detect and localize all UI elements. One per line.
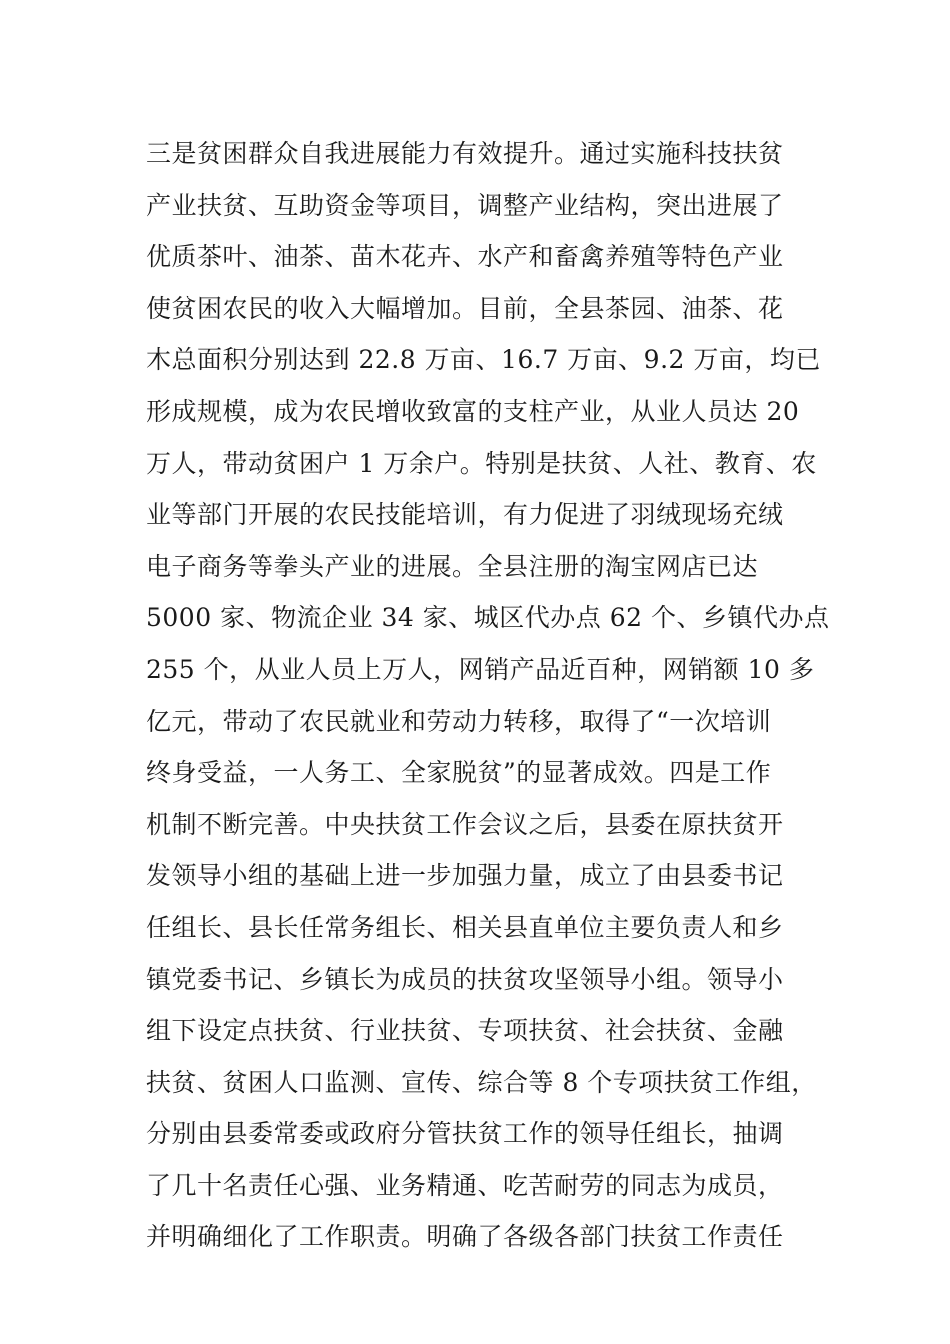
text-line: 任组长、县长任常务组长、相关县直单位主要负责人和乡 [146,912,784,942]
text-line: 5000 家、物流企业 34 家、城区代办点 62 个、乡镇代办点 [146,603,830,633]
text-line: 并明确细化了工作职责。明确了各级各部门扶贫工作责任 [146,1222,784,1252]
text-line: 使贫困农民的收入大幅增加。目前，全县茶园、油茶、花 [146,293,784,323]
text-line: 组下设定点扶贫、行业扶贫、专项扶贫、社会扶贫、金融 [146,1016,784,1046]
text-line: 扶贫、贫困人口监测、宣传、综合等 8 个专项扶贫工作组， [146,1067,817,1097]
text-line: 发领导小组的基础上进一步加强力量，成立了由县委书记 [146,861,784,891]
text-line: 亿元，带动了农民就业和劳动力转移，取得了“一次培训 [146,706,772,736]
text-line: 三是贫困群众自我进展能力有效提升。通过实施科技扶贫 [146,139,784,168]
body-text [146,128,830,1263]
text-line: 了几十名责任心强、业务精通、吃苦耐劳的同志为成员， [146,1170,784,1200]
text-line: 优质茶叶、油茶、苗木花卉、水产和畜禽养殖等特色产业 [146,242,784,272]
text-line: 分别由县委常委或政府分管扶贫工作的领导任组长，抽调 [146,1119,784,1149]
text-line: 终身受益，一人务工、全家脱贫”的显著成效。四是工作 [146,758,772,788]
text-line: 木总面积分别达到 22.8 万亩、16.7 万亩、9.2 万亩，均已 [146,345,821,375]
text-line: 业等部门开展的农民技能培训，有力促进了羽绒现场充绒 [146,500,784,530]
text-line: 形成规模，成为农民增收致富的支柱产业，从业人员达 20 [146,396,800,426]
text-line: 产业扶贫、互助资金等项目，调整产业结构，突出进展了 [146,190,784,220]
text-line: 电子商务等拳头产业的进展。全县注册的淘宝网店已达 [146,551,759,581]
text-line: 镇党委书记、乡镇长为成员的扶贫攻坚领导小组。领导小 [146,964,784,994]
text-line: 万人，带动贫困户 1 万余户。特别是扶贫、人社、教育、农 [146,448,817,478]
text-line: 255 个，从业人员上万人，网销产品近百种，网销额 10 多 [146,654,815,684]
text-line: 机制不断完善。中央扶贫工作会议之后，县委在原扶贫开 [146,809,784,839]
